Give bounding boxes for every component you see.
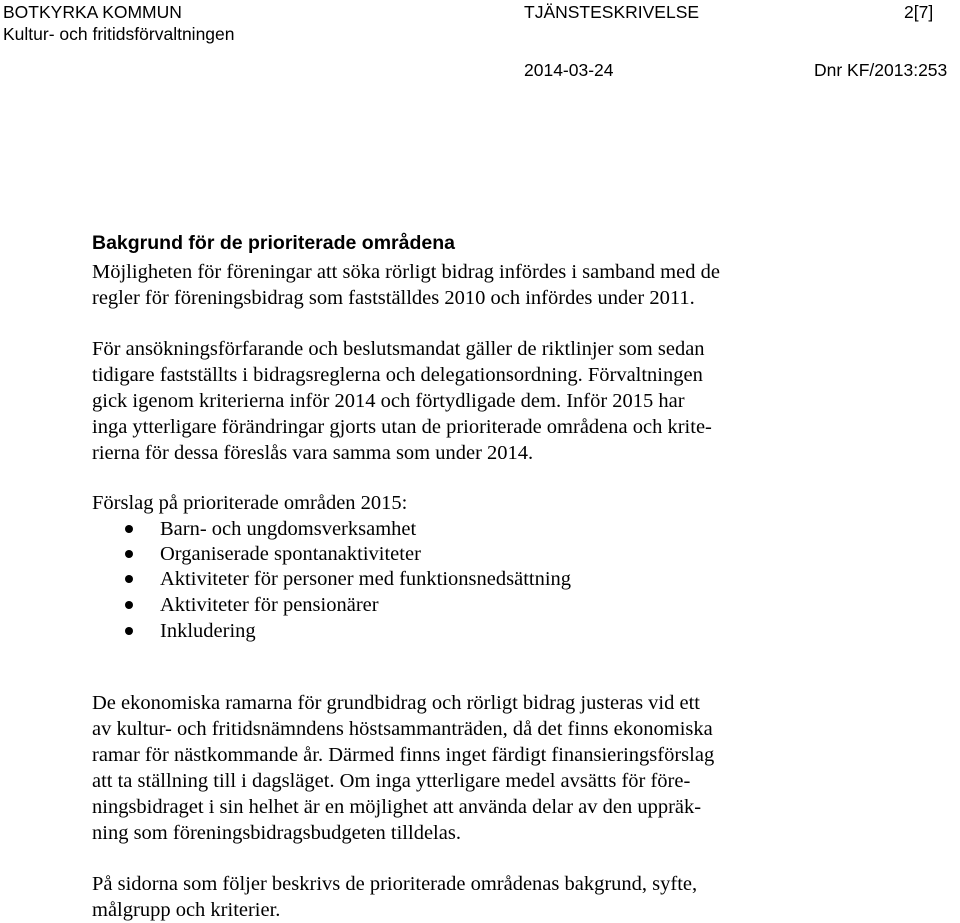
paragraph-2-line: inga ytterligare förändringar gjorts utan de prioriterade områdena och krite-: [92, 416, 712, 438]
paragraph-3-line: ningsbidraget i sin helhet är en möjlighet att använda delar av den uppräk-: [92, 796, 702, 818]
page-number: 2[7]: [904, 2, 934, 22]
paragraph-3-line: De ekonomiska ramarna för grundbidrag och rörligt bidrag justeras vid ett: [92, 692, 700, 714]
list-intro: Förslag på prioriterade områden 2015:: [92, 492, 408, 514]
document-date: 2014-03-24: [524, 60, 614, 80]
paragraph-3-line: ning som föreningsbidragsbudgeten tilldelas.: [92, 822, 461, 844]
organization-name: BOTKYRKA KOMMUN: [3, 2, 182, 22]
bullet-icon: [125, 601, 133, 609]
list-item: [125, 566, 571, 592]
list-item-label: Aktiviteter för pensionärer: [160, 594, 379, 616]
paragraph-1-line: regler för föreningsbidrag som fastställdes 2010 och infördes under 2011.: [92, 287, 695, 309]
list-item: [125, 618, 256, 644]
paragraph-2-line: tidigare fastställts i bidragsreglerna och delegationsordning. Förvaltningen: [92, 364, 703, 386]
paragraph-2-line: rierna för dessa föreslås vara samma som under 2014.: [92, 442, 534, 464]
list-item: [125, 541, 421, 567]
list-item-label: Inkludering: [160, 620, 256, 642]
paragraph-3-line: att ta ställning till i dagsläget. Om inga ytterligare medel avsätts för före-: [92, 770, 691, 792]
bullet-icon: [125, 575, 133, 583]
bullet-icon: [125, 627, 133, 635]
document-reference-number: Dnr KF/2013:253: [814, 60, 948, 80]
bullet-icon: [125, 525, 133, 533]
paragraph-4-line: På sidorna som följer beskrivs de prioriterade områdenas bakgrund, syfte,: [92, 873, 698, 895]
list-item-label: Organiserade spontanaktiviteter: [160, 543, 421, 565]
paragraph-4-line: målgrupp och kriterier.: [92, 899, 281, 921]
paragraph-1-line: Möjligheten för föreningar att söka rörligt bidrag infördes i samband med de: [92, 261, 720, 283]
list-item: [125, 516, 416, 542]
bullet-icon: [125, 550, 133, 558]
list-item-label: Barn- och ungdomsverksamhet: [160, 518, 417, 540]
paragraph-2-line: För ansökningsförfarande och beslutsmandat gäller de riktlinjer som sedan: [92, 338, 705, 360]
department-name: Kultur- och fritidsförvaltningen: [3, 24, 235, 44]
paragraph-3-line: ramar för nästkommande år. Därmed finns inget färdigt finansieringsförslag: [92, 744, 715, 766]
list-item: [125, 592, 379, 618]
paragraph-3-line: av kultur- och fritidsnämndens höstsammanträden, då det finns ekonomiska: [92, 718, 713, 740]
list-item-label: Aktiviteter för personer med funktionsnedsättning: [160, 568, 572, 590]
document-type: TJÄNSTESKRIVELSE: [524, 2, 700, 22]
section-heading: Bakgrund för de prioriterade områdena: [92, 232, 455, 254]
paragraph-2-line: gick igenom kriterierna inför 2014 och förtydligade dem. Inför 2015 har: [92, 390, 685, 412]
